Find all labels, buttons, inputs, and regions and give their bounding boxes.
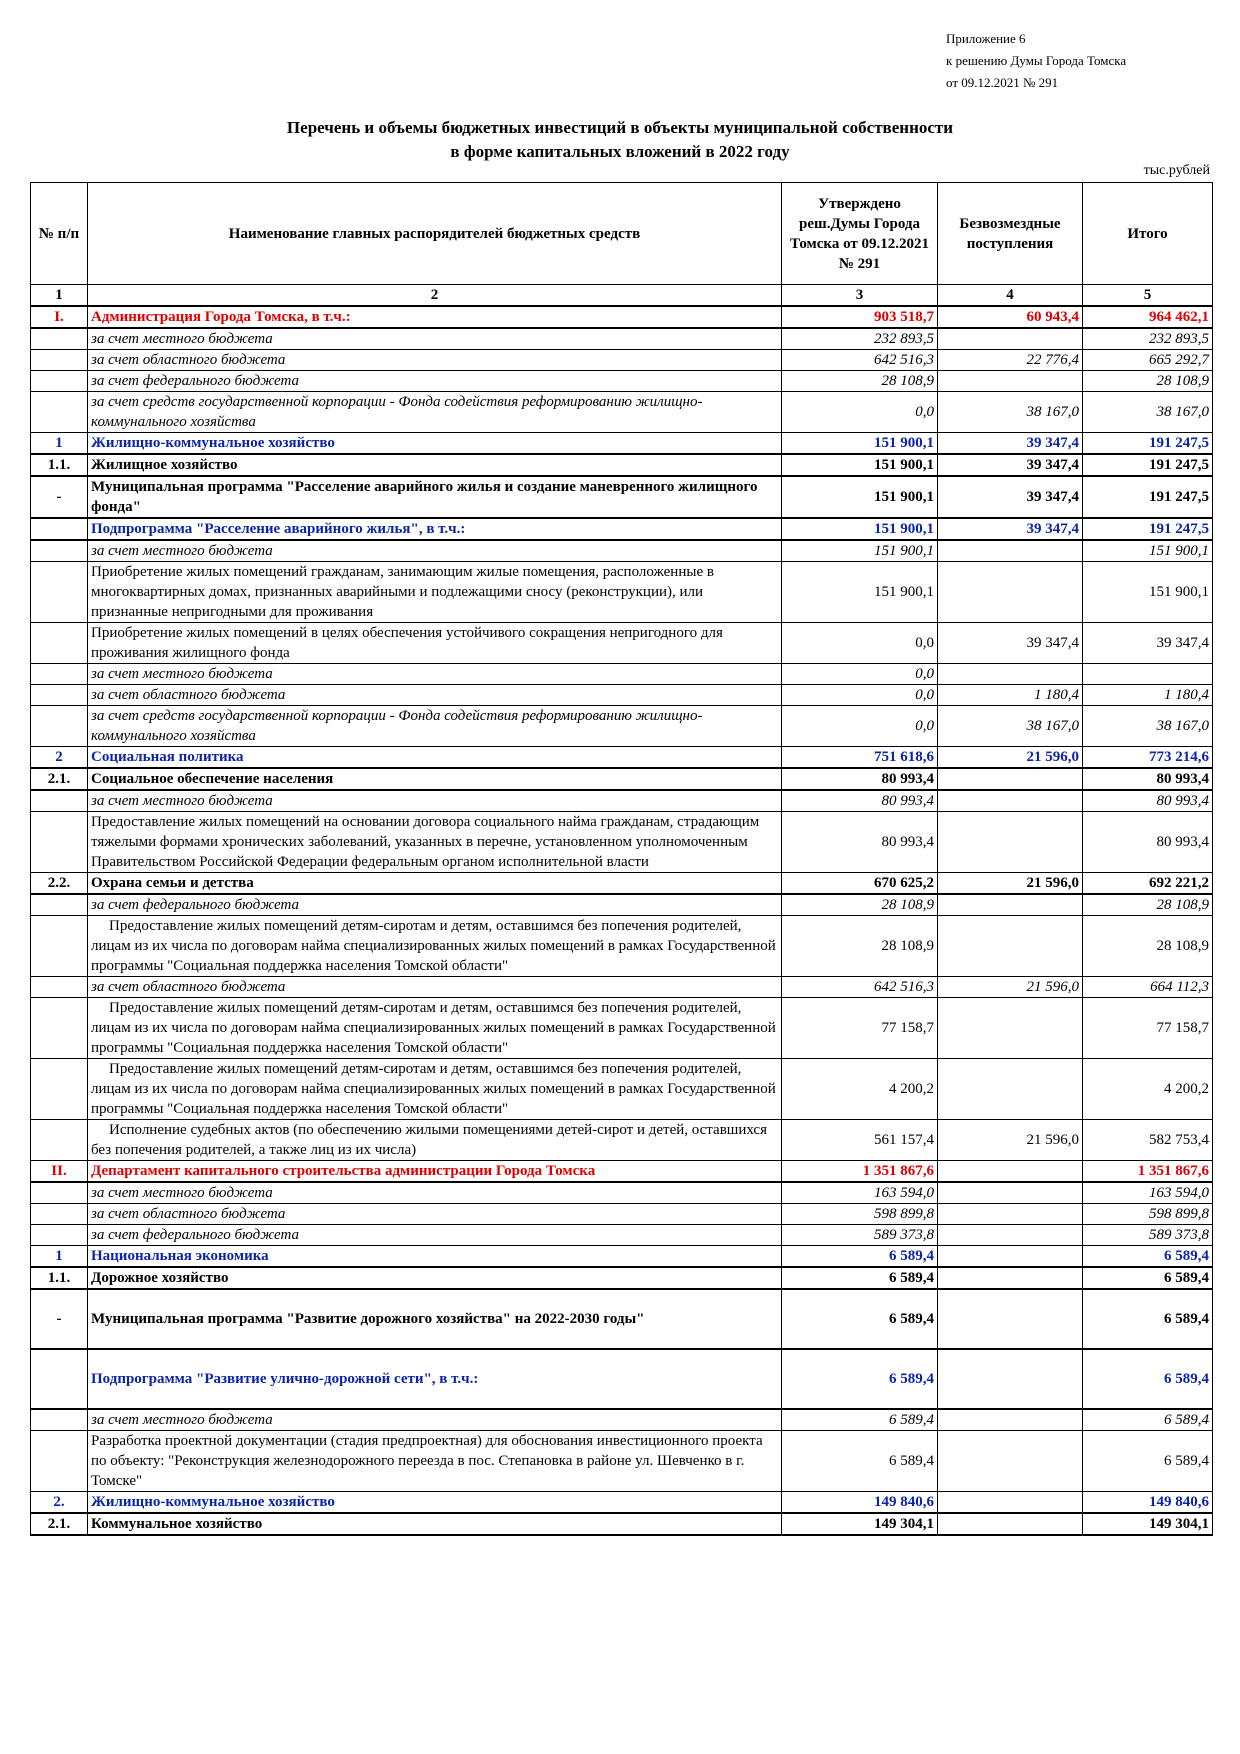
table-row — [31, 812, 1213, 873]
row-grants: 39 347,4 — [938, 433, 1083, 455]
row-approved: 151 900,1 — [782, 562, 938, 623]
row-approved: 151 900,1 — [782, 433, 938, 455]
row-grants — [938, 1225, 1083, 1246]
row-grants — [938, 998, 1083, 1059]
row-grants — [938, 1246, 1083, 1268]
row-name: Приобретение жилых помещений гражданам, занимающим жилые помещения, расположенные в многоквартирных домах, признанных аварийными и подлежащими сносу (реконструкции), или признанные непригодными для проживания — [88, 562, 782, 623]
row-name: за счет средств государственной корпорации - Фонда содействия реформированию жилищно-коммунального хозяйства — [88, 392, 782, 433]
table-row — [31, 1513, 1213, 1535]
row-name: за счет областного бюджета — [88, 350, 782, 371]
table-row — [31, 1161, 1213, 1183]
title-line: Перечень и объемы бюджетных инвестиций в объекты муниципальной собственности — [286, 118, 954, 137]
row-number — [31, 1182, 88, 1204]
row-grants — [938, 1513, 1083, 1535]
row-name: Предоставление жилых помещений детям-сиротам и детям, оставшимся без попечения родителей, лицам из их числа по договорам найма специализированных жилых помещений в рамках Государственной программы "Социальная поддержка населения Томской области" — [88, 916, 782, 977]
row-approved: 163 594,0 — [782, 1182, 938, 1204]
row-grants: 39 347,4 — [938, 518, 1083, 540]
table-row — [31, 1409, 1213, 1431]
row-grants: 38 167,0 — [938, 392, 1083, 433]
row-total: 232 893,5 — [1083, 328, 1213, 350]
row-approved: 751 618,6 — [782, 747, 938, 769]
row-total: 598 899,8 — [1083, 1204, 1213, 1225]
row-name: за счет местного бюджета — [88, 1182, 782, 1204]
row-number — [31, 916, 88, 977]
row-total: 589 373,8 — [1083, 1225, 1213, 1246]
table-row — [31, 623, 1213, 664]
table-row — [31, 1246, 1213, 1268]
row-number — [31, 685, 88, 706]
row-name: Подпрограмма "Развитие улично-дорожной сети", в т.ч.: — [88, 1349, 782, 1409]
table-row — [31, 706, 1213, 747]
row-grants — [938, 664, 1083, 685]
row-name: Предоставление жилых помещений на основании договора социального найма гражданам, страдающим тяжелыми формами хронических заболеваний, указанных в перечне, установленном уполномоченным Правительством Российской Федерации федеральным органом исполнительной власти — [88, 812, 782, 873]
row-number — [31, 812, 88, 873]
row-total: 692 221,2 — [1083, 873, 1213, 895]
row-total: 665 292,7 — [1083, 350, 1213, 371]
row-total: 77 158,7 — [1083, 998, 1213, 1059]
table-row — [31, 998, 1213, 1059]
row-number — [31, 1204, 88, 1225]
row-total: 964 462,1 — [1083, 306, 1213, 328]
table-row — [31, 518, 1213, 540]
row-approved: 4 200,2 — [782, 1059, 938, 1120]
row-approved: 6 589,4 — [782, 1246, 938, 1268]
row-approved: 151 900,1 — [782, 540, 938, 562]
row-name: за счет средств государственной корпорации - Фонда содействия реформированию жилищно-коммунального хозяйства — [88, 706, 782, 747]
row-name: Подпрограмма "Расселение аварийного жилья", в т.ч.: — [88, 518, 782, 540]
row-total: 80 993,4 — [1083, 812, 1213, 873]
row-grants — [938, 1431, 1083, 1492]
row-total: 4 200,2 — [1083, 1059, 1213, 1120]
row-total: 1 351 867,6 — [1083, 1161, 1213, 1183]
row-total: 149 840,6 — [1083, 1492, 1213, 1514]
row-number — [31, 392, 88, 433]
col-number: 3 — [782, 285, 938, 307]
row-number: 2 — [31, 747, 88, 769]
appendix-line: к решению Думы Города Томска — [946, 53, 1127, 68]
row-number: 1 — [31, 433, 88, 455]
row-total: 191 247,5 — [1083, 476, 1213, 518]
row-total: 28 108,9 — [1083, 894, 1213, 916]
table-row — [31, 1267, 1213, 1289]
row-grants: 38 167,0 — [938, 706, 1083, 747]
row-grants — [938, 562, 1083, 623]
table-row — [31, 371, 1213, 392]
row-name: Администрация Города Томска, в т.ч.: — [88, 306, 782, 328]
row-approved: 28 108,9 — [782, 894, 938, 916]
row-name: Жилищно-коммунальное хозяйство — [88, 1492, 782, 1514]
header-approved: Утверждено реш.Думы Города Томска от 09.12.2021 № 291 — [782, 183, 938, 285]
row-total: 6 589,4 — [1083, 1246, 1213, 1268]
row-name: Социальное обеспечение населения — [88, 768, 782, 790]
row-name: за счет областного бюджета — [88, 977, 782, 998]
row-grants — [938, 1492, 1083, 1514]
row-approved: 6 589,4 — [782, 1409, 938, 1431]
row-approved: 642 516,3 — [782, 350, 938, 371]
row-approved: 642 516,3 — [782, 977, 938, 998]
row-name: Жилищное хозяйство — [88, 454, 782, 476]
row-approved: 151 900,1 — [782, 476, 938, 518]
appendix-note — [946, 28, 1126, 94]
row-approved: 0,0 — [782, 392, 938, 433]
row-name: Муниципальная программа "Развитие дорожного хозяйства" на 2022-2030 годы" — [88, 1289, 782, 1349]
col-number: 4 — [938, 285, 1083, 307]
row-grants: 39 347,4 — [938, 454, 1083, 476]
table-row — [31, 433, 1213, 455]
row-number — [31, 1349, 88, 1409]
row-approved: 80 993,4 — [782, 790, 938, 812]
header-name: Наименование главных распорядителей бюджетных средств — [88, 183, 782, 285]
row-grants: 39 347,4 — [938, 623, 1083, 664]
row-number — [31, 350, 88, 371]
document-title — [30, 116, 1210, 164]
row-number — [31, 977, 88, 998]
row-approved: 0,0 — [782, 706, 938, 747]
row-total: 6 589,4 — [1083, 1409, 1213, 1431]
row-total: 6 589,4 — [1083, 1431, 1213, 1492]
row-grants: 21 596,0 — [938, 1120, 1083, 1161]
row-approved: 151 900,1 — [782, 454, 938, 476]
col-number: 1 — [31, 285, 88, 307]
row-name: за счет местного бюджета — [88, 1409, 782, 1431]
table-row — [31, 790, 1213, 812]
row-grants — [938, 1161, 1083, 1183]
row-name: за счет областного бюджета — [88, 1204, 782, 1225]
row-approved: 6 589,4 — [782, 1431, 938, 1492]
row-grants — [938, 371, 1083, 392]
row-grants: 22 776,4 — [938, 350, 1083, 371]
row-name: Департамент капитального строительства администрации Города Томска — [88, 1161, 782, 1183]
row-grants — [938, 916, 1083, 977]
row-grants — [938, 812, 1083, 873]
table-row — [31, 977, 1213, 998]
row-number — [31, 1431, 88, 1492]
row-approved: 6 589,4 — [782, 1267, 938, 1289]
row-grants — [938, 790, 1083, 812]
row-number — [31, 623, 88, 664]
row-number: 2.1. — [31, 1513, 88, 1535]
row-name: за счет местного бюджета — [88, 790, 782, 812]
investment-table — [30, 182, 1213, 1536]
row-total: 773 214,6 — [1083, 747, 1213, 769]
row-name: за счет федерального бюджета — [88, 894, 782, 916]
row-name: за счет федерального бюджета — [88, 371, 782, 392]
row-name: Социальная политика — [88, 747, 782, 769]
row-number — [31, 790, 88, 812]
row-approved: 589 373,8 — [782, 1225, 938, 1246]
row-total: 664 112,3 — [1083, 977, 1213, 998]
row-total: 38 167,0 — [1083, 706, 1213, 747]
row-total: 149 304,1 — [1083, 1513, 1213, 1535]
row-approved: 28 108,9 — [782, 916, 938, 977]
table-row — [31, 1204, 1213, 1225]
row-name: Приобретение жилых помещений в целях обеспечения устойчивого сокращения непригодного для проживания жилищного фонда — [88, 623, 782, 664]
row-total: 191 247,5 — [1083, 454, 1213, 476]
row-total: 28 108,9 — [1083, 916, 1213, 977]
row-name: Предоставление жилых помещений детям-сиротам и детям, оставшимся без попечения родителей, лицам из их числа по договорам найма специализированных жилых помещений в рамках Государственной программы "Социальная поддержка населения Томской области" — [88, 1059, 782, 1120]
row-number — [31, 894, 88, 916]
row-total: 80 993,4 — [1083, 790, 1213, 812]
row-number — [31, 664, 88, 685]
row-total: 151 900,1 — [1083, 540, 1213, 562]
row-approved: 6 589,4 — [782, 1349, 938, 1409]
row-total: 151 900,1 — [1083, 562, 1213, 623]
row-name: Охрана семьи и детства — [88, 873, 782, 895]
table-row — [31, 916, 1213, 977]
row-name: за счет федерального бюджета — [88, 1225, 782, 1246]
table-row — [31, 306, 1213, 328]
row-number — [31, 518, 88, 540]
row-number: II. — [31, 1161, 88, 1183]
row-total: 163 594,0 — [1083, 1182, 1213, 1204]
row-approved: 80 993,4 — [782, 812, 938, 873]
row-approved: 598 899,8 — [782, 1204, 938, 1225]
row-number: 2.1. — [31, 768, 88, 790]
row-number — [31, 1120, 88, 1161]
row-grants — [938, 1182, 1083, 1204]
row-number: 1 — [31, 1246, 88, 1268]
row-name: за счет областного бюджета — [88, 685, 782, 706]
row-name: за счет местного бюджета — [88, 328, 782, 350]
row-grants — [938, 1267, 1083, 1289]
row-name: Разработка проектной документации (стадия предпроектная) для обоснования инвестиционного проекта по объекту: "Реконструкция железнодорожного переезда в пос. Степановка в районе ул. Шевченко в г. Томске" — [88, 1431, 782, 1492]
row-number: 1.1. — [31, 454, 88, 476]
row-grants — [938, 768, 1083, 790]
row-number — [31, 1409, 88, 1431]
row-total: 38 167,0 — [1083, 392, 1213, 433]
row-approved: 0,0 — [782, 664, 938, 685]
table-row — [31, 1349, 1213, 1409]
table-row — [31, 685, 1213, 706]
row-total: 6 589,4 — [1083, 1267, 1213, 1289]
row-approved: 1 351 867,6 — [782, 1161, 938, 1183]
table-row — [31, 894, 1213, 916]
row-total: 1 180,4 — [1083, 685, 1213, 706]
units-label: тыс.рублей — [1143, 163, 1210, 178]
row-total: 191 247,5 — [1083, 518, 1213, 540]
table-row — [31, 562, 1213, 623]
row-approved: 903 518,7 — [782, 306, 938, 328]
row-number: 2. — [31, 1492, 88, 1514]
row-approved: 149 304,1 — [782, 1513, 938, 1535]
row-grants — [938, 1289, 1083, 1349]
row-approved: 149 840,6 — [782, 1492, 938, 1514]
col-number: 2 — [88, 285, 782, 307]
row-number: - — [31, 1289, 88, 1349]
row-grants: 21 596,0 — [938, 873, 1083, 895]
row-total: 191 247,5 — [1083, 433, 1213, 455]
header-grants: Безвозмездные поступления — [938, 183, 1083, 285]
row-number — [31, 1059, 88, 1120]
row-grants — [938, 328, 1083, 350]
table-row — [31, 1120, 1213, 1161]
row-grants: 21 596,0 — [938, 977, 1083, 998]
row-approved: 80 993,4 — [782, 768, 938, 790]
row-grants — [938, 540, 1083, 562]
col-number: 5 — [1083, 285, 1213, 307]
row-number — [31, 540, 88, 562]
table-row — [31, 747, 1213, 769]
row-name: Муниципальная программа "Расселение аварийного жилья и создание маневренного жилищного фонда" — [88, 476, 782, 518]
title-line: в форме капитальных вложений в 2022 году — [450, 142, 790, 161]
row-approved: 6 589,4 — [782, 1289, 938, 1349]
table-row — [31, 328, 1213, 350]
row-total: 80 993,4 — [1083, 768, 1213, 790]
row-grants: 21 596,0 — [938, 747, 1083, 769]
row-number — [31, 706, 88, 747]
table-row — [31, 540, 1213, 562]
row-approved: 232 893,5 — [782, 328, 938, 350]
row-number: - — [31, 476, 88, 518]
header-total: Итого — [1083, 183, 1213, 285]
row-total: 6 589,4 — [1083, 1289, 1213, 1349]
row-number — [31, 328, 88, 350]
row-total: 6 589,4 — [1083, 1349, 1213, 1409]
table-row — [31, 1492, 1213, 1514]
row-name: Национальная экономика — [88, 1246, 782, 1268]
row-grants: 60 943,4 — [938, 306, 1083, 328]
row-name: Коммунальное хозяйство — [88, 1513, 782, 1535]
table-row — [31, 1225, 1213, 1246]
row-grants — [938, 1349, 1083, 1409]
row-name: Предоставление жилых помещений детям-сиротам и детям, оставшимся без попечения родителей, лицам из их числа по договорам найма специализированных жилых помещений в рамках Государственной программы "Социальная поддержка населения Томской области" — [88, 998, 782, 1059]
table-row — [31, 476, 1213, 518]
row-total: 39 347,4 — [1083, 623, 1213, 664]
row-number: 1.1. — [31, 1267, 88, 1289]
row-approved: 561 157,4 — [782, 1120, 938, 1161]
table-row — [31, 768, 1213, 790]
row-total — [1083, 664, 1213, 685]
row-approved: 77 158,7 — [782, 998, 938, 1059]
row-approved: 0,0 — [782, 685, 938, 706]
table-row — [31, 1059, 1213, 1120]
row-approved: 28 108,9 — [782, 371, 938, 392]
table-row — [31, 1289, 1213, 1349]
row-grants — [938, 894, 1083, 916]
row-name: Исполнение судебных актов (по обеспечению жилыми помещениями детей-сирот и детей, оставшихся без попечения родителей, а также лиц из их числа) — [88, 1120, 782, 1161]
row-grants — [938, 1204, 1083, 1225]
row-name: Жилищно-коммунальное хозяйство — [88, 433, 782, 455]
table-row — [31, 350, 1213, 371]
table-row — [31, 664, 1213, 685]
row-number — [31, 998, 88, 1059]
row-grants — [938, 1409, 1083, 1431]
row-approved: 670 625,2 — [782, 873, 938, 895]
table-row — [31, 454, 1213, 476]
row-number — [31, 1225, 88, 1246]
row-number — [31, 371, 88, 392]
row-number: 2.2. — [31, 873, 88, 895]
table-row — [31, 1182, 1213, 1204]
row-number — [31, 562, 88, 623]
table-row — [31, 873, 1213, 895]
row-grants — [938, 1059, 1083, 1120]
row-grants: 1 180,4 — [938, 685, 1083, 706]
row-approved: 0,0 — [782, 623, 938, 664]
row-name: за счет местного бюджета — [88, 664, 782, 685]
row-name: Дорожное хозяйство — [88, 1267, 782, 1289]
row-name: за счет местного бюджета — [88, 540, 782, 562]
row-approved: 151 900,1 — [782, 518, 938, 540]
row-total: 582 753,4 — [1083, 1120, 1213, 1161]
column-number-row — [31, 285, 1213, 307]
appendix-line: Приложение 6 — [946, 31, 1026, 46]
table-row — [31, 1431, 1213, 1492]
appendix-line: от 09.12.2021 № 291 — [946, 75, 1059, 90]
row-grants: 39 347,4 — [938, 476, 1083, 518]
header-num: № п/п — [31, 183, 88, 285]
row-number: I. — [31, 306, 88, 328]
row-total: 28 108,9 — [1083, 371, 1213, 392]
table-row — [31, 392, 1213, 433]
